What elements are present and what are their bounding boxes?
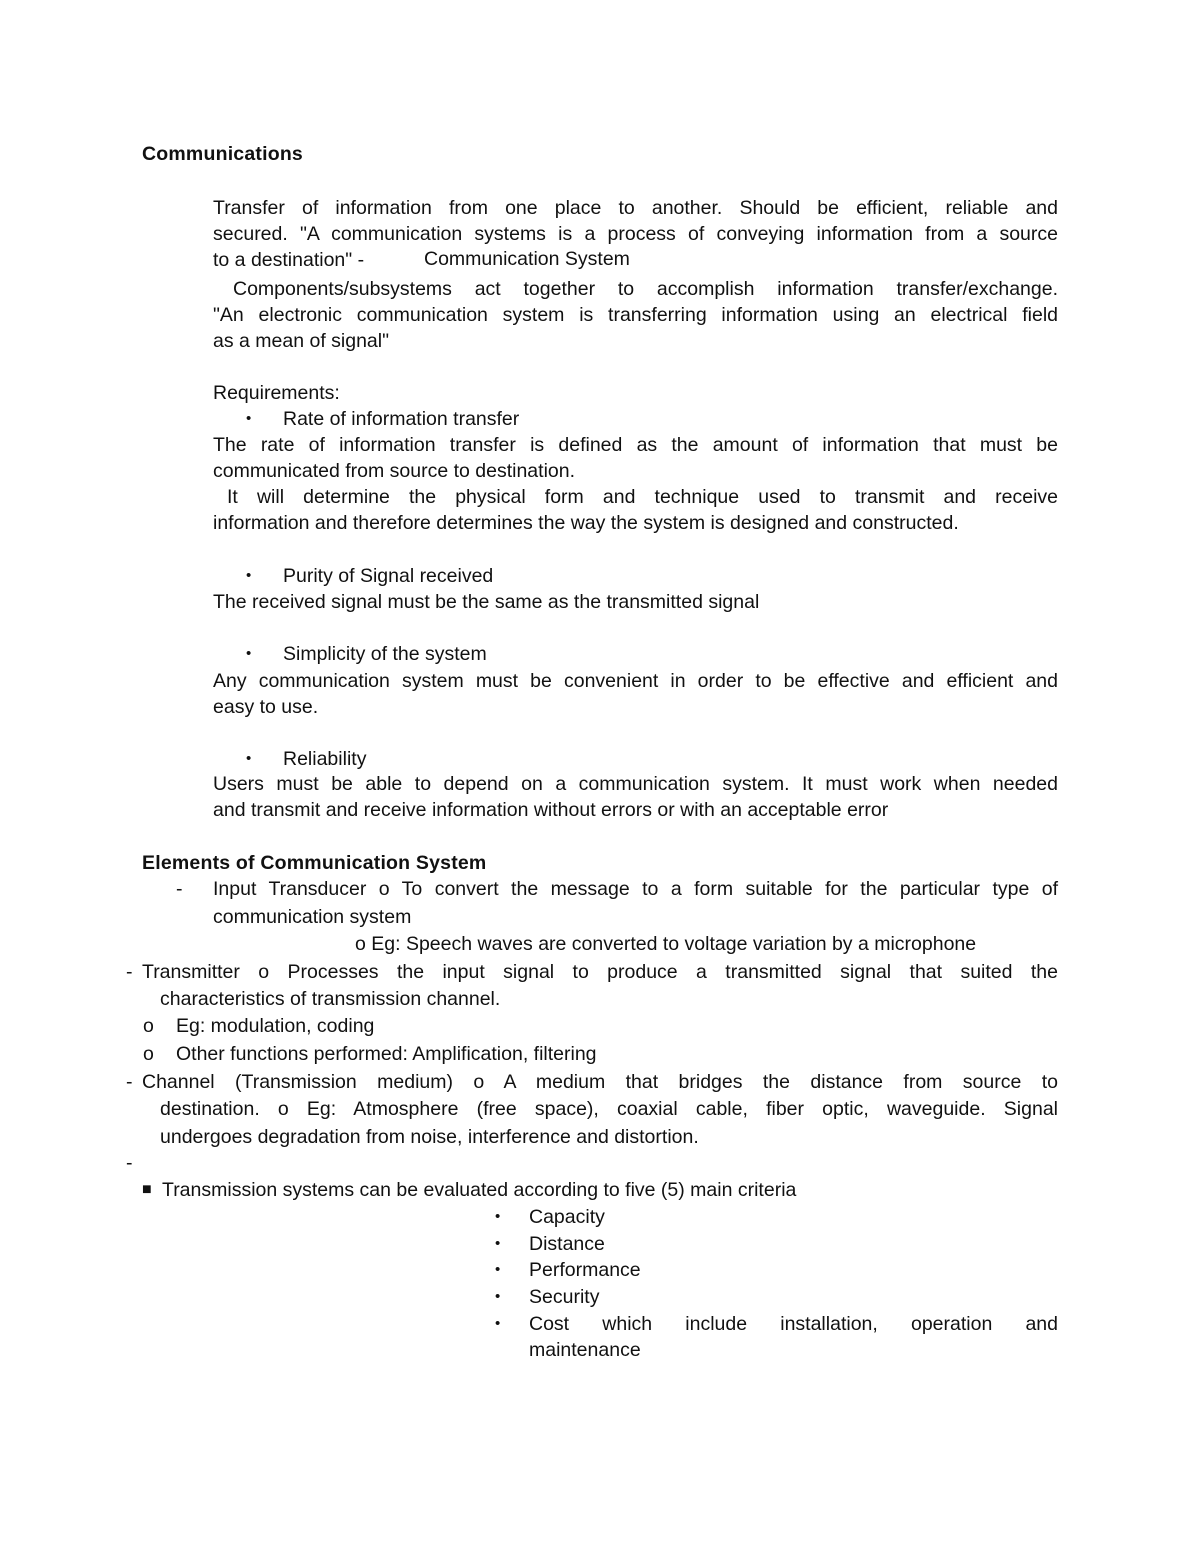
input-transducer-line: communication system [213, 906, 412, 928]
criteria-heading: Transmission systems can be evaluated according to five (5) main criteria [162, 1179, 797, 1201]
square-bullet-icon: ■ [142, 1181, 152, 1198]
requirement-rate-text [213, 432, 1058, 536]
transmitter-sub-item: Other functions performed: Amplification, filtering [176, 1043, 597, 1065]
transmitter-line: Transmitter o Processes the input signal to produce a transmitted signal that suited the [142, 961, 1058, 983]
bullet-icon: • [246, 645, 252, 662]
criteria-item: Performance [529, 1259, 641, 1281]
intro-line: to a destination" - [213, 249, 365, 271]
bullet-icon: • [495, 1208, 501, 1225]
requirements-heading: Requirements: [213, 382, 340, 404]
reliability-line: Users must be able to depend on a communication system. It must work when needed [213, 773, 1058, 795]
bullet-icon: • [495, 1235, 501, 1252]
channel-line: undergoes degradation from noise, interference and distortion. [160, 1126, 699, 1148]
cost-line: maintenance [529, 1339, 641, 1361]
intro-line: Transfer of information from one place to another. Should be efficient, reliable and [213, 197, 1058, 219]
input-transducer-example: o Eg: Speech waves are converted to voltage variation by a microphone [355, 933, 977, 955]
dash-marker: - [126, 1071, 133, 1093]
criteria-item-cost [529, 1311, 1058, 1363]
input-transducer-line: Input Transducer o To convert the message to a form suitable for the particular type of [213, 878, 1058, 900]
intro-line: secured. "A communication systems is a process of conveying information from a source [213, 223, 1058, 245]
dash-marker: - [126, 1152, 133, 1174]
requirement-purity-label: Purity of Signal received [283, 565, 494, 587]
intro-paragraph [213, 195, 1058, 273]
simplicity-line: Any communication system must be convenient in order to be effective and efficient and [213, 670, 1058, 692]
rate-line: The rate of information transfer is defined as the amount of information that must be [213, 434, 1058, 456]
components-line: "An electronic communication system is transferring information using an electrical field [213, 304, 1058, 326]
cost-line: Cost which include installation, operation and [529, 1313, 1058, 1335]
requirement-reliability-text [213, 771, 1058, 823]
channel-line: destination. o Eg: Atmosphere (free space), coaxial cable, fiber optic, waveguide. Signal [160, 1098, 1058, 1120]
reliability-line: and transmit and receive information without errors or with an acceptable error [213, 799, 889, 821]
rate-line: It will determine the physical form and technique used to transmit and receive [227, 486, 1058, 508]
bullet-icon: • [495, 1288, 501, 1305]
requirement-purity-text: The received signal must be the same as the transmitted signal [213, 591, 760, 613]
channel-text [142, 1069, 1058, 1150]
criteria-item: Distance [529, 1233, 605, 1255]
circle-marker: o [143, 1043, 154, 1065]
page-title: Communications [142, 143, 303, 165]
components-line: as a mean of signal" [213, 330, 390, 352]
requirement-reliability-label: Reliability [283, 748, 367, 770]
criteria-item: Capacity [529, 1206, 605, 1228]
components-line: Components/subsystems act together to accomplish information transfer/exchange. [233, 278, 1058, 300]
rate-line: information and therefore determines the way the system is designed and constructed. [213, 512, 959, 534]
channel-line: Channel (Transmission medium) o A medium that bridges the distance from source to [142, 1071, 1058, 1093]
rate-line: communicated from source to destination. [213, 460, 576, 482]
bullet-icon: • [246, 750, 252, 767]
requirement-simplicity-text [213, 668, 1058, 720]
requirement-rate-label: Rate of information transfer [283, 408, 520, 430]
circle-marker: o [143, 1015, 154, 1037]
transmitter-text [142, 959, 1058, 1012]
dash-marker: - [126, 961, 133, 983]
bullet-icon: • [495, 1315, 501, 1332]
transmitter-line: characteristics of transmission channel. [160, 988, 501, 1010]
criteria-item: Security [529, 1286, 600, 1308]
bullet-icon: • [246, 567, 252, 584]
communication-system-subheading: Communication System [424, 248, 630, 270]
bullet-icon: • [495, 1261, 501, 1278]
elements-heading: Elements of Communication System [142, 852, 487, 874]
simplicity-line: easy to use. [213, 696, 319, 718]
bullet-icon: • [246, 410, 252, 427]
components-paragraph [213, 276, 1058, 354]
dash-marker: - [176, 878, 183, 900]
transmitter-sub-item: Eg: modulation, coding [176, 1015, 375, 1037]
requirement-simplicity-label: Simplicity of the system [283, 643, 487, 665]
input-transducer-text [213, 876, 1058, 930]
